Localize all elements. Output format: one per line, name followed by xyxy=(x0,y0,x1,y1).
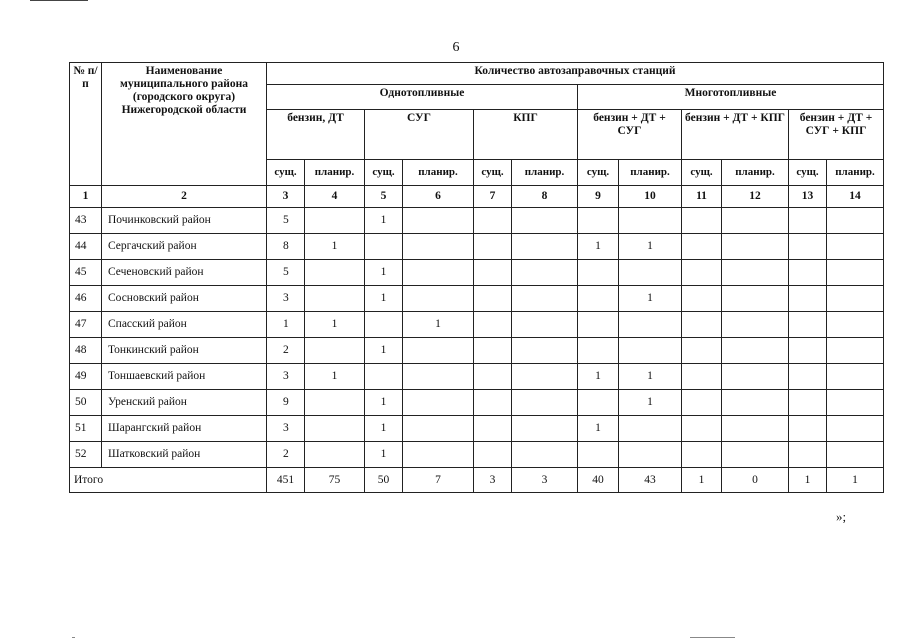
station-count-cell: 1 xyxy=(365,286,403,312)
station-count-cell xyxy=(682,390,722,416)
row-number: 45 xyxy=(70,260,102,286)
station-count-cell xyxy=(474,416,512,442)
district-name: Починковский район xyxy=(102,208,267,234)
table-row xyxy=(70,234,884,260)
station-count-cell xyxy=(789,364,827,390)
station-count-cell xyxy=(403,416,474,442)
group-petrol-diesel-lpg-cng: бензин + ДТ + СУГ + КПГ xyxy=(789,110,884,160)
planned-label: планир. xyxy=(619,160,682,186)
header-name: Наименование муниципального района (городского округа) Нижегородской области xyxy=(102,63,267,186)
station-count-cell xyxy=(789,442,827,468)
existing-label: сущ. xyxy=(789,160,827,186)
station-count-cell xyxy=(682,442,722,468)
column-index: 2 xyxy=(102,186,267,208)
column-index: 6 xyxy=(403,186,474,208)
station-count-cell: 5 xyxy=(267,260,305,286)
column-index: 3 xyxy=(267,186,305,208)
station-count-cell: 1 xyxy=(578,416,619,442)
station-count-cell xyxy=(512,234,578,260)
station-count-cell xyxy=(682,312,722,338)
station-count-cell xyxy=(722,390,789,416)
station-count-cell xyxy=(474,260,512,286)
planned-label: планир. xyxy=(305,160,365,186)
top-rule xyxy=(30,0,88,1)
closing-quote: »; xyxy=(836,509,847,524)
station-count-cell: 1 xyxy=(619,234,682,260)
station-count-cell xyxy=(722,442,789,468)
station-count-cell xyxy=(474,234,512,260)
group-cng: КПГ xyxy=(474,110,578,160)
station-count-cell: 5 xyxy=(267,208,305,234)
station-count-cell xyxy=(403,338,474,364)
station-count-cell xyxy=(305,416,365,442)
stations-table xyxy=(69,62,884,493)
station-count-cell xyxy=(722,260,789,286)
station-count-cell xyxy=(682,416,722,442)
planned-label: планир. xyxy=(827,160,884,186)
total-cell: 451 xyxy=(267,468,305,493)
station-count-cell xyxy=(403,208,474,234)
total-cell: 1 xyxy=(682,468,722,493)
total-cell: 3 xyxy=(474,468,512,493)
planned-label: планир. xyxy=(512,160,578,186)
station-count-cell xyxy=(722,312,789,338)
station-count-cell xyxy=(403,442,474,468)
district-name: Тонкинский район xyxy=(102,338,267,364)
scan-mark xyxy=(72,637,75,638)
station-count-cell xyxy=(403,286,474,312)
page-number: 6 xyxy=(452,40,460,55)
station-count-cell: 1 xyxy=(365,260,403,286)
station-count-cell xyxy=(578,312,619,338)
station-count-cell: 1 xyxy=(305,312,365,338)
station-count-cell: 1 xyxy=(403,312,474,338)
station-count-cell xyxy=(619,338,682,364)
district-name: Шатковский район xyxy=(102,442,267,468)
station-count-cell xyxy=(722,208,789,234)
row-number: 49 xyxy=(70,364,102,390)
station-count-cell xyxy=(827,260,884,286)
station-count-cell xyxy=(474,312,512,338)
station-count-cell xyxy=(512,390,578,416)
total-cell: 40 xyxy=(578,468,619,493)
station-count-cell xyxy=(722,286,789,312)
station-count-cell xyxy=(619,260,682,286)
station-count-cell xyxy=(682,286,722,312)
station-count-cell xyxy=(474,286,512,312)
column-index: 14 xyxy=(827,186,884,208)
column-index: 8 xyxy=(512,186,578,208)
station-count-cell xyxy=(365,364,403,390)
district-name: Тоншаевский район xyxy=(102,364,267,390)
row-number: 43 xyxy=(70,208,102,234)
district-name: Спасский район xyxy=(102,312,267,338)
total-cell: 0 xyxy=(722,468,789,493)
station-count-cell: 1 xyxy=(578,364,619,390)
station-count-cell: 1 xyxy=(619,364,682,390)
station-count-cell xyxy=(619,442,682,468)
row-number: 51 xyxy=(70,416,102,442)
district-name: Сосновский район xyxy=(102,286,267,312)
station-count-cell: 1 xyxy=(365,208,403,234)
group-petrol-diesel: бензин, ДТ xyxy=(267,110,365,160)
table-row xyxy=(70,338,884,364)
header-num: № п/п xyxy=(70,63,102,186)
station-count-cell xyxy=(682,234,722,260)
station-count-cell xyxy=(827,286,884,312)
row-number: 47 xyxy=(70,312,102,338)
station-count-cell xyxy=(789,208,827,234)
station-count-cell xyxy=(403,364,474,390)
station-count-cell xyxy=(619,208,682,234)
header-quantity: Количество автозаправочных станций xyxy=(267,63,884,85)
existing-label: сущ. xyxy=(365,160,403,186)
planned-label: планир. xyxy=(722,160,789,186)
station-count-cell xyxy=(305,260,365,286)
station-count-cell xyxy=(827,208,884,234)
station-count-cell xyxy=(827,364,884,390)
station-count-cell: 2 xyxy=(267,442,305,468)
station-count-cell: 1 xyxy=(305,234,365,260)
table-row xyxy=(70,442,884,468)
station-count-cell xyxy=(403,390,474,416)
row-number: 50 xyxy=(70,390,102,416)
total-row xyxy=(70,468,884,493)
station-count-cell xyxy=(578,338,619,364)
station-count-cell xyxy=(512,312,578,338)
station-count-cell xyxy=(403,260,474,286)
station-count-cell xyxy=(789,234,827,260)
station-count-cell xyxy=(827,390,884,416)
district-name: Сеченовский район xyxy=(102,260,267,286)
station-count-cell xyxy=(305,390,365,416)
station-count-cell: 3 xyxy=(267,416,305,442)
existing-label: сущ. xyxy=(578,160,619,186)
station-count-cell xyxy=(789,312,827,338)
station-count-cell: 1 xyxy=(365,442,403,468)
station-count-cell xyxy=(789,338,827,364)
station-count-cell xyxy=(722,416,789,442)
station-count-cell xyxy=(722,364,789,390)
station-count-cell xyxy=(682,364,722,390)
station-count-cell xyxy=(512,338,578,364)
station-count-cell: 1 xyxy=(578,234,619,260)
station-count-cell: 1 xyxy=(619,286,682,312)
group-petrol-diesel-lpg: бензин + ДТ + СУГ xyxy=(578,110,682,160)
existing-label: сущ. xyxy=(682,160,722,186)
station-count-cell: 1 xyxy=(365,390,403,416)
column-index: 1 xyxy=(70,186,102,208)
district-name: Сергачский район xyxy=(102,234,267,260)
table-row xyxy=(70,286,884,312)
station-count-cell xyxy=(682,260,722,286)
header-multi-fuel: Многотопливные xyxy=(578,85,884,110)
station-count-cell: 1 xyxy=(619,390,682,416)
station-count-cell: 3 xyxy=(267,364,305,390)
row-number: 48 xyxy=(70,338,102,364)
station-count-cell xyxy=(722,338,789,364)
row-number: 44 xyxy=(70,234,102,260)
station-count-cell xyxy=(619,416,682,442)
station-count-cell xyxy=(578,390,619,416)
station-count-cell xyxy=(578,286,619,312)
total-cell: 7 xyxy=(403,468,474,493)
column-index: 11 xyxy=(682,186,722,208)
total-cell: 3 xyxy=(512,468,578,493)
column-index: 9 xyxy=(578,186,619,208)
row-number: 52 xyxy=(70,442,102,468)
station-count-cell xyxy=(789,416,827,442)
column-index: 4 xyxy=(305,186,365,208)
station-count-cell xyxy=(512,416,578,442)
row-number: 46 xyxy=(70,286,102,312)
total-label: Итого xyxy=(70,468,267,493)
station-count-cell: 8 xyxy=(267,234,305,260)
scan-mark xyxy=(690,637,735,638)
station-count-cell xyxy=(512,260,578,286)
station-count-cell xyxy=(578,208,619,234)
total-cell: 75 xyxy=(305,468,365,493)
district-name: Уренский район xyxy=(102,390,267,416)
station-count-cell xyxy=(619,312,682,338)
station-count-cell xyxy=(789,390,827,416)
station-count-cell xyxy=(827,442,884,468)
station-count-cell xyxy=(512,442,578,468)
station-count-cell xyxy=(578,260,619,286)
station-count-cell: 1 xyxy=(365,338,403,364)
existing-label: сущ. xyxy=(474,160,512,186)
station-count-cell xyxy=(305,286,365,312)
station-count-cell xyxy=(474,390,512,416)
table-row xyxy=(70,390,884,416)
station-count-cell xyxy=(365,234,403,260)
station-count-cell xyxy=(474,442,512,468)
station-count-cell xyxy=(305,442,365,468)
column-index: 7 xyxy=(474,186,512,208)
table-row xyxy=(70,208,884,234)
station-count-cell xyxy=(682,208,722,234)
station-count-cell xyxy=(827,338,884,364)
table-row xyxy=(70,312,884,338)
station-count-cell xyxy=(789,286,827,312)
station-count-cell xyxy=(512,286,578,312)
station-count-cell: 1 xyxy=(267,312,305,338)
station-count-cell: 9 xyxy=(267,390,305,416)
district-name: Шарангский район xyxy=(102,416,267,442)
planned-label: планир. xyxy=(403,160,474,186)
station-count-cell xyxy=(722,234,789,260)
table-row xyxy=(70,416,884,442)
station-count-cell xyxy=(827,416,884,442)
station-count-cell xyxy=(305,208,365,234)
station-count-cell xyxy=(827,312,884,338)
station-count-cell xyxy=(512,364,578,390)
column-index: 12 xyxy=(722,186,789,208)
table-row xyxy=(70,364,884,390)
station-count-cell xyxy=(827,234,884,260)
existing-label: сущ. xyxy=(267,160,305,186)
total-cell: 1 xyxy=(827,468,884,493)
station-count-cell xyxy=(403,234,474,260)
total-cell: 1 xyxy=(789,468,827,493)
station-count-cell: 2 xyxy=(267,338,305,364)
header-single-fuel: Однотопливные xyxy=(267,85,578,110)
station-count-cell xyxy=(474,208,512,234)
total-cell: 50 xyxy=(365,468,403,493)
column-index: 13 xyxy=(789,186,827,208)
station-count-cell xyxy=(512,208,578,234)
station-count-cell xyxy=(789,260,827,286)
column-index: 5 xyxy=(365,186,403,208)
total-cell: 43 xyxy=(619,468,682,493)
station-count-cell xyxy=(305,338,365,364)
station-count-cell xyxy=(365,312,403,338)
station-count-cell: 1 xyxy=(305,364,365,390)
station-count-cell xyxy=(474,338,512,364)
station-count-cell xyxy=(474,364,512,390)
station-count-cell: 3 xyxy=(267,286,305,312)
group-petrol-diesel-cng: бензин + ДТ + КПГ xyxy=(682,110,789,160)
station-count-cell xyxy=(682,338,722,364)
column-index: 10 xyxy=(619,186,682,208)
group-lpg: СУГ xyxy=(365,110,474,160)
table-row xyxy=(70,260,884,286)
station-count-cell: 1 xyxy=(365,416,403,442)
station-count-cell xyxy=(578,442,619,468)
